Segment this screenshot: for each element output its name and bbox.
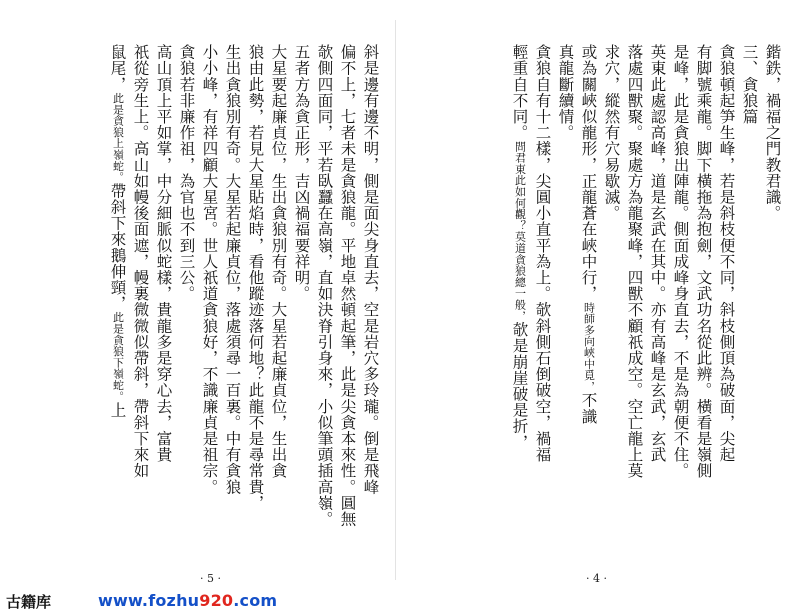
left-col-12 — [109, 44, 125, 418]
right-col-12-main: 輕重自不同。 — [510, 44, 529, 141]
left-col-6: 狼由此勢，若見大星貼焰時，看他蹤迹落何地？此龍不是尋常貴， — [246, 44, 265, 511]
site-url-suffix: .com — [233, 591, 278, 610]
site-url-number: 920 — [199, 591, 234, 610]
right-col-9-main: 或為關峽似龍形，正龍蒼在峽中行， — [579, 44, 598, 302]
right-col-7: 落處四獸聚。聚處方為龍聚峰，四獸不顧祇成空。空亡龍上莫 — [625, 44, 644, 479]
site-url-prefix: www.fozhu — [98, 591, 200, 610]
right-col-12-annotation: 問君東此如何觀？莫道貪狼總一般， — [513, 140, 527, 322]
left-col-1: 斜是邊有邊不明，側是面尖身直去，空是岩穴多玲瓏。倒是飛峰 — [361, 44, 380, 495]
right-col-9 — [580, 44, 596, 424]
right-col-9-tail: 不識 — [579, 392, 598, 425]
right-page-number-value: 4 — [593, 572, 600, 585]
left-col-12-end: 上 — [108, 401, 127, 419]
right-col-2-section-heading: 三、貪狼篇 — [740, 44, 759, 125]
left-col-2: 偏不上，七者未是貪狼龍。平地卓然頓起筆，此是尖貪本來性。圓無 — [338, 44, 357, 527]
right-col-9-annotation: 時師多向峽中覓， — [582, 301, 596, 393]
right-col-11: 貪狼自有十二樣，尖圓小直平為上。欹斜側石倒破空，禍福 — [533, 44, 552, 463]
left-page — [0, 0, 396, 588]
site-logo-text: 古籍库 — [6, 593, 52, 611]
right-col-5: 是峰，此是貪狼出陣龍。側面成峰身直去，不是為朝便不住。 — [671, 44, 690, 479]
left-page-number: · 5 · — [200, 572, 221, 585]
right-col-1: 鍇鉄，禍福之門教君識。 — [763, 44, 782, 222]
right-page-number: · 4 · — [586, 572, 607, 585]
left-col-3: 欹側四面同，平若臥蠶在高嶺，直如決脊引身來，小似筆頭插高嶺。 — [315, 44, 334, 527]
watermark-footer — [0, 588, 793, 612]
right-col-10: 真龍斷續情。 — [556, 44, 575, 141]
left-col-9: 貪狼若非廉作祖，為官也不到三公。 — [177, 44, 196, 302]
left-col-5: 大星要起廉貞位，生出貪狼別有奇。大星若起廉貞位，生出貪 — [269, 44, 288, 479]
left-col-7: 生出貪狼別有奇。大星若起廉貞位，落處須尋一百裏。中有貪狼 — [223, 44, 242, 495]
right-col-12 — [511, 44, 527, 450]
right-col-8: 求穴，縱然有穴易歇滅。 — [602, 44, 621, 222]
left-col-12-annotation: 此是貪狼上嶺蛇。 — [111, 92, 125, 183]
site-url[interactable] — [98, 591, 277, 610]
left-page-number-value: 5 — [207, 572, 214, 585]
left-col-12-main: 鼠尾， — [108, 44, 127, 93]
right-col-12-tail: 欹是崩崖破是折， — [510, 321, 529, 451]
left-col-4: 五者方為貪正形，吉凶禍福要祥明。 — [292, 44, 311, 302]
left-col-12-tail-annotation: 此是貪狼下嶺蛇。 — [111, 311, 125, 402]
right-col-3: 貪狼頓起笋生峰，若是斜枝便不同，斜枝側頂為破面，尖起 — [717, 44, 736, 463]
right-col-6: 英東此處認高峰，道是玄武在其中。亦有高峰是玄武，玄武 — [648, 44, 667, 463]
left-col-8: 小小峰，有祥四顧大星宮。世人祇道貪狼好，不識廉貞是祖宗。 — [200, 44, 219, 495]
right-col-4: 有脚號乘龍。脚下橫拖為抱劍，文武功名從此辨。橫看是嶺側 — [694, 44, 713, 479]
left-col-11: 祇從旁生上。高山如幔後面遮，幔裏微微似帶斜，帶斜下來如 — [131, 44, 150, 479]
left-col-12-tail: 帶斜下來鵝伸頸， — [108, 182, 127, 312]
left-col-10: 高山頂上平如掌，中分細脈似蛇樣，貴龍多是穿心去，富貴 — [154, 44, 173, 463]
right-page — [396, 0, 793, 588]
